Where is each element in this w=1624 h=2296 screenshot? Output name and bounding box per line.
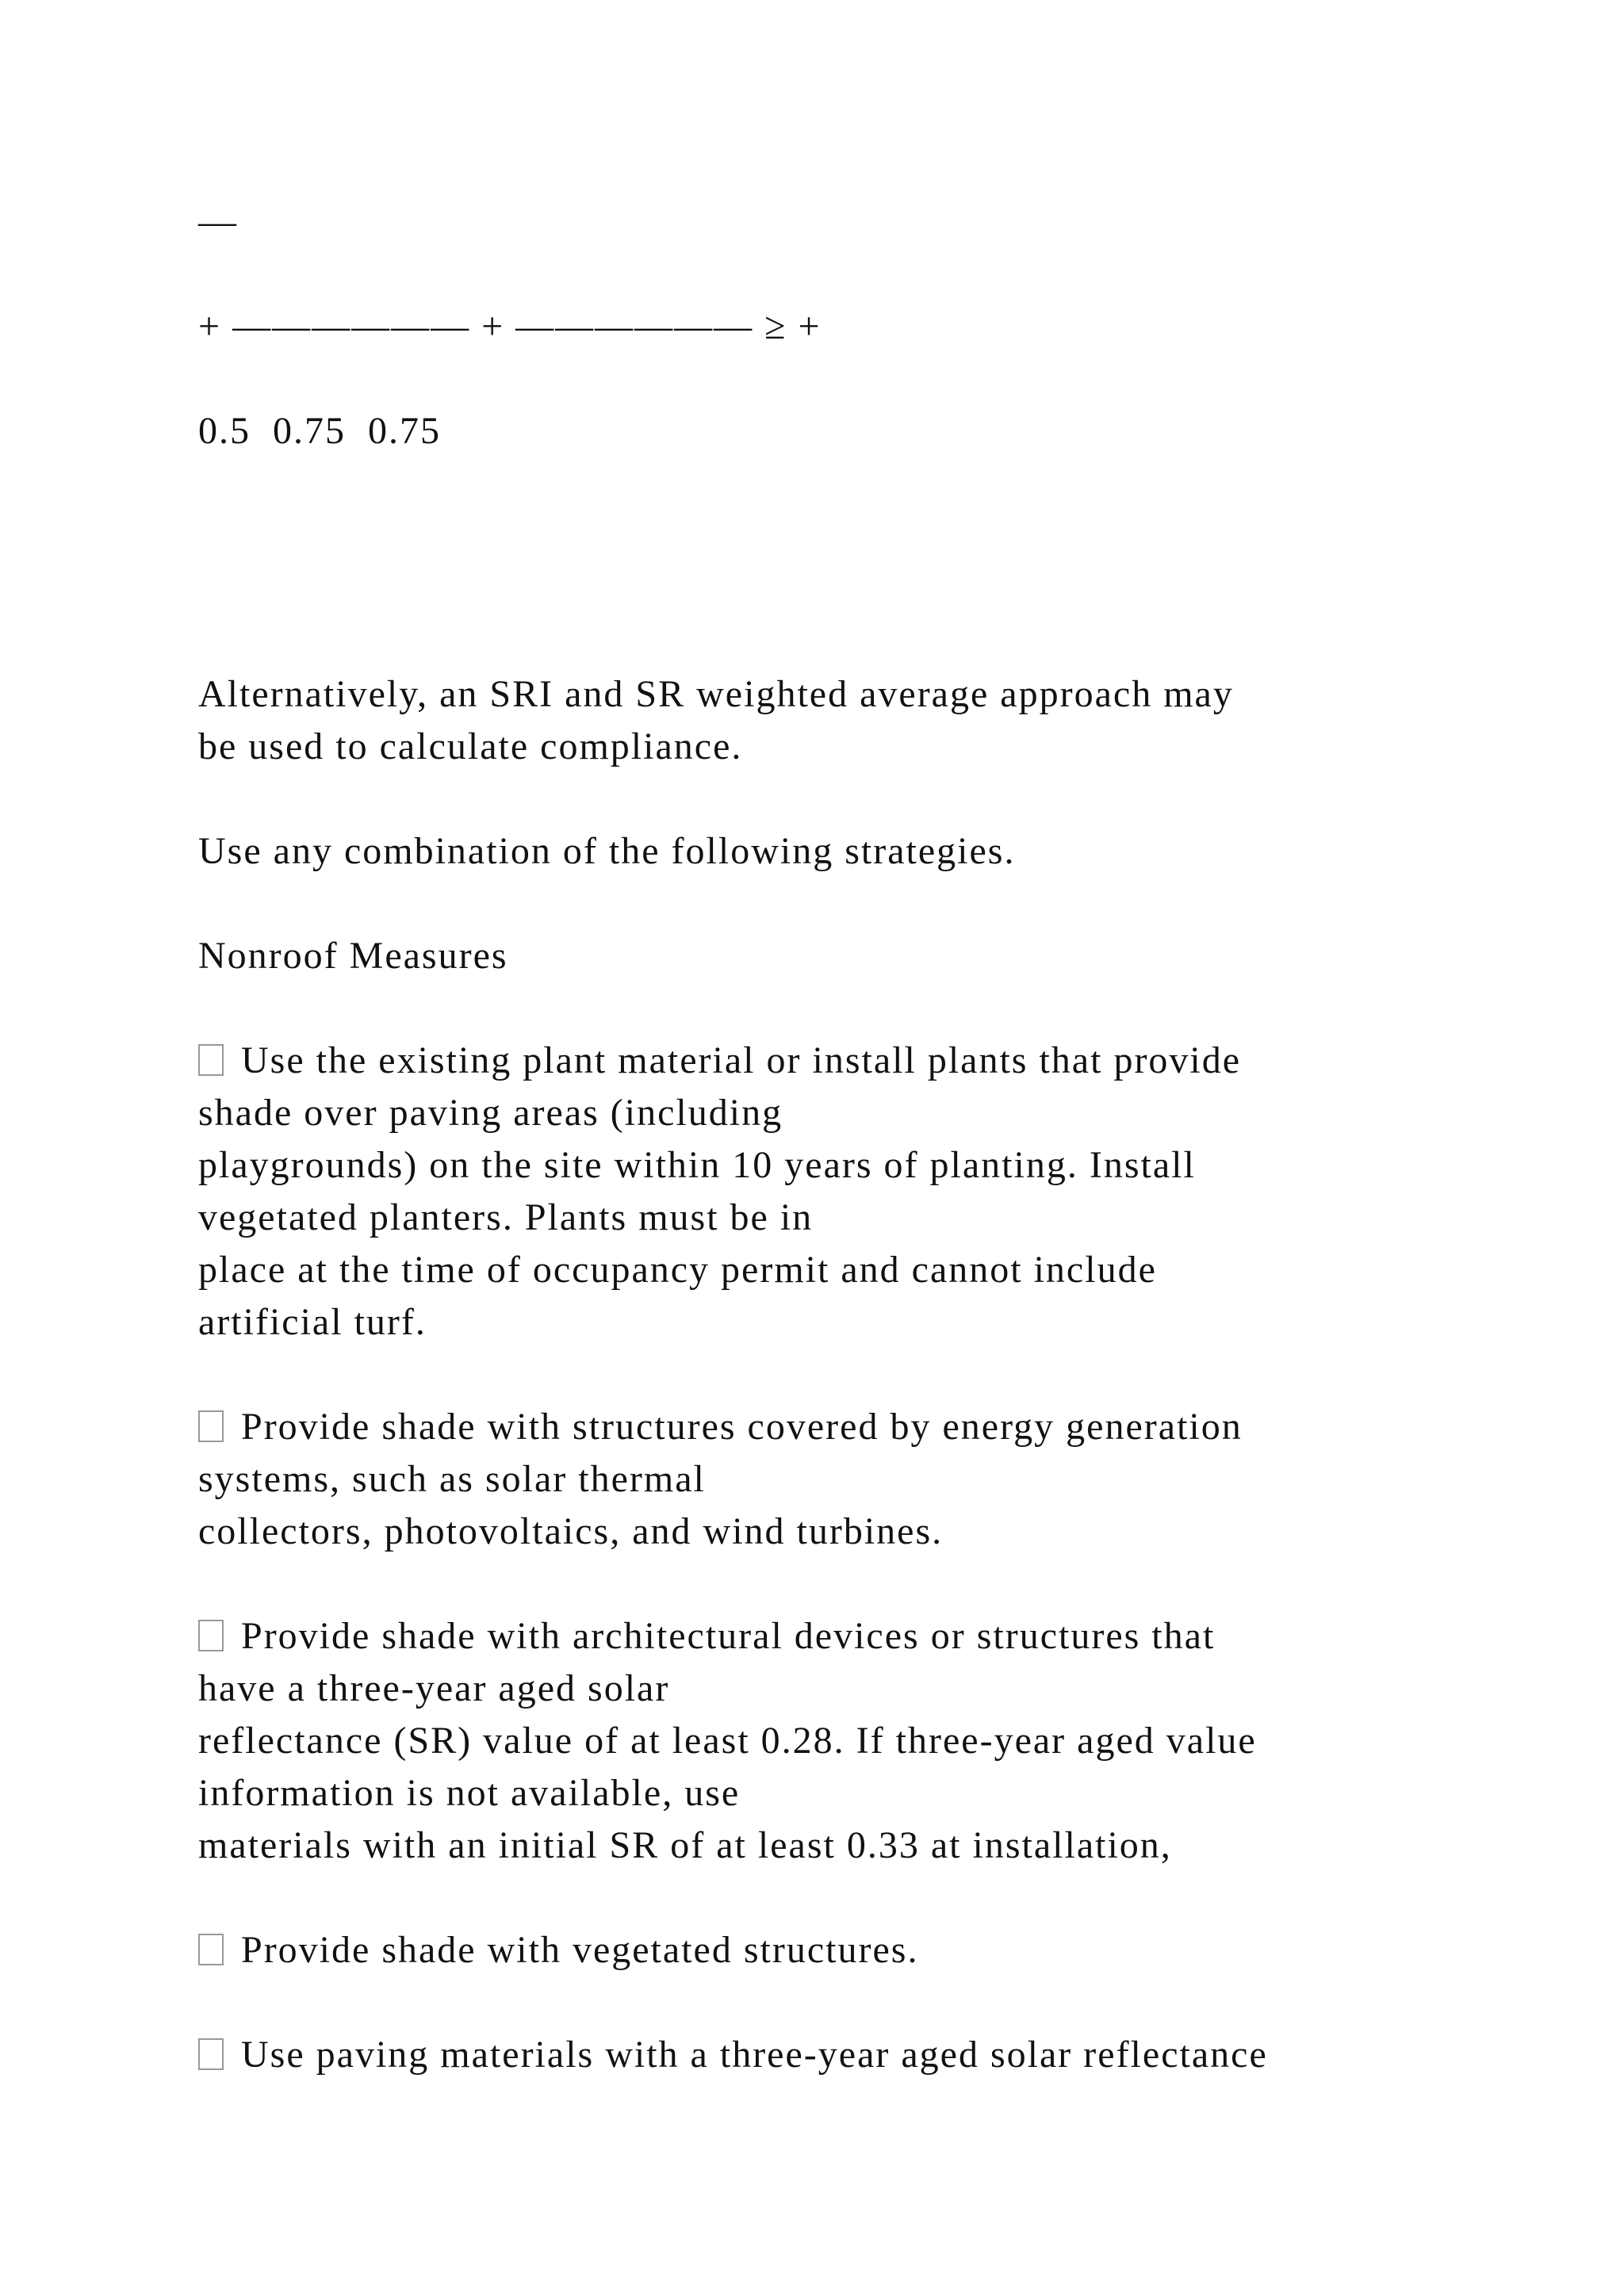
bullet-1-line-6: artificial turf. — [198, 1301, 427, 1343]
bullet-text: Provide shade with architectural devices or structures that — [241, 1615, 1216, 1657]
bullet-2-line-2: systems, such as solar thermal — [198, 1458, 706, 1500]
bullet-3-line-2: have a three-year aged solar — [198, 1667, 670, 1709]
bullet-text: Provide shade with vegetated structures. — [241, 1929, 919, 1971]
bullet-3-line-5: materials with an initial SR of at least 0.33 at installation, — [198, 1824, 1172, 1866]
bullet-1-line-4: vegetated planters. Plants must be in — [198, 1196, 814, 1238]
bullet-4-line-1 — [198, 1925, 918, 1976]
strategies-sentence: Use any combination of the following strategies. — [198, 830, 1016, 872]
intro-paragraph-line-1: Alternatively, an SRI and SR weighted average approach may — [198, 673, 1234, 715]
bullet-5-line-1 — [198, 2030, 1268, 2080]
bullet-1-line-3: playgrounds) on the site within 10 years of planting. Install — [198, 1144, 1196, 1186]
bullet-text: Provide shade with structures covered by energy generation — [241, 1406, 1243, 1448]
missing-glyph-icon — [198, 1934, 224, 1965]
bullet-3-line-3: reflectance (SR) value of at least 0.28. If three-year aged value — [198, 1720, 1257, 1762]
formula-rule-row: + —————— + —————— ≥ + — [198, 305, 822, 347]
intro-paragraph-line-2: be used to calculate compliance. — [198, 725, 743, 767]
formula-weights-row: 0.5 0.75 0.75 — [198, 410, 441, 452]
bullet-1-line-1 — [198, 1035, 1241, 1086]
missing-glyph-icon — [198, 1410, 224, 1442]
missing-glyph-icon — [198, 2038, 224, 2070]
missing-glyph-icon — [198, 1620, 224, 1651]
bullet-1-line-2: shade over paving areas (including — [198, 1092, 783, 1134]
section-heading: Nonroof Measures — [198, 935, 508, 977]
missing-glyph-icon — [198, 1044, 224, 1076]
formula-top-rule: — — [198, 201, 238, 243]
bullet-text: Use the existing plant material or install plants that provide — [241, 1039, 1242, 1081]
bullet-3-line-1 — [198, 1611, 1215, 1662]
bullet-2-line-3: collectors, photovoltaics, and wind turbines. — [198, 1510, 944, 1552]
bullet-2-line-1 — [198, 1402, 1243, 1452]
bullet-text: Use paving materials with a three-year aged solar reflectance — [241, 2034, 1268, 2076]
bullet-3-line-4: information is not available, use — [198, 1772, 741, 1814]
bullet-1-line-5: place at the time of occupancy permit and cannot include — [198, 1249, 1157, 1291]
